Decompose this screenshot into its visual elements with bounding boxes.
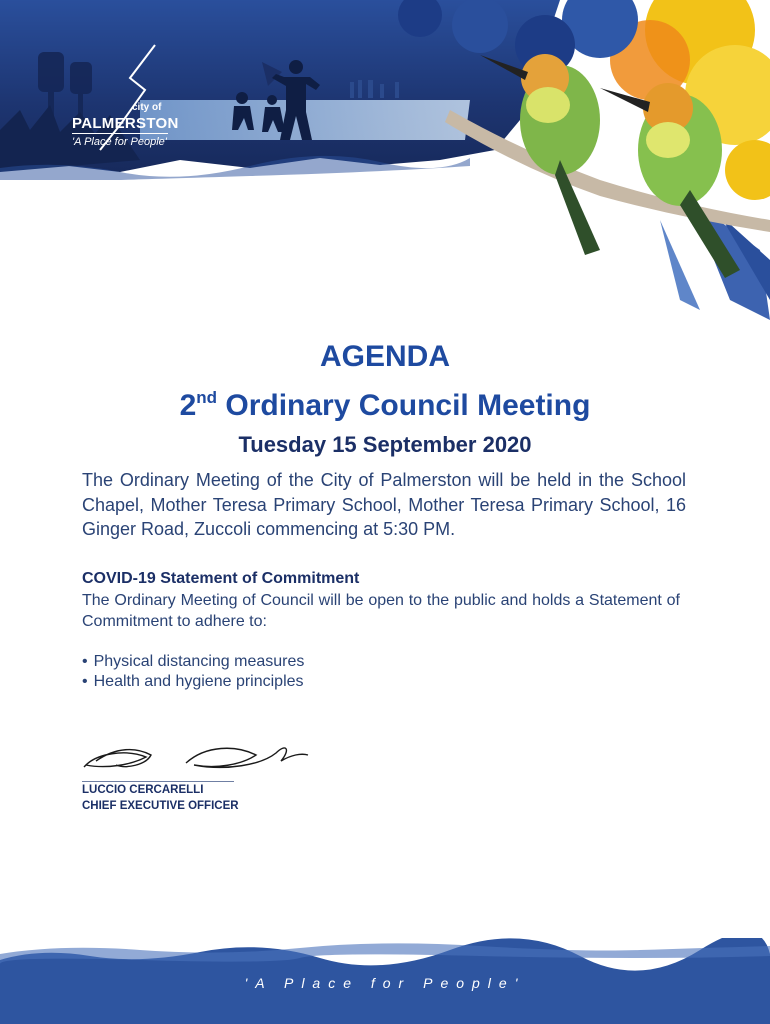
covid-body: The Ordinary Meeting of Council will be open to the public and holds a Statement of Commitment to adhere to: — [82, 592, 680, 630]
list-item: • Health and hygiene principles — [82, 672, 304, 692]
logo-city-of: city of — [132, 102, 162, 113]
signature-icon — [76, 735, 316, 785]
signer-role: CHIEF EXECUTIVE OFFICER — [82, 800, 239, 812]
signer-name: LUCCIO CERCARELLI — [82, 784, 204, 796]
header-artwork — [0, 0, 770, 330]
logo-name: PALMERSTON — [72, 115, 179, 132]
meeting-ordinal-suffix: nd — [196, 388, 218, 407]
list-item: • Physical distancing measures — [82, 652, 304, 672]
meeting-date: Tuesday 15 September 2020 — [238, 432, 532, 457]
logo-divider — [72, 133, 168, 134]
meeting-name: Ordinary Council Meeting — [217, 389, 591, 422]
measures-list — [82, 652, 304, 692]
meeting-ordinal: 2 — [179, 389, 197, 422]
footer-slogan: 'A Place for People' — [244, 975, 526, 991]
covid-heading: COVID-19 Statement of Commitment — [82, 570, 360, 587]
agenda-title: AGENDA — [319, 340, 450, 373]
meeting-intro: The Ordinary Meeting of the City of Palmerston will be held in the School Chapel, Mother Teresa Primary School, Mother Teresa Primary School, 16 Ginger Road, Zuccoli commencing at 5:30 PM. — [82, 470, 686, 539]
signature-line — [82, 781, 234, 782]
meeting-title — [0, 376, 770, 428]
logo-tagline: 'A Place for People' — [72, 136, 167, 148]
title-block — [0, 338, 770, 462]
